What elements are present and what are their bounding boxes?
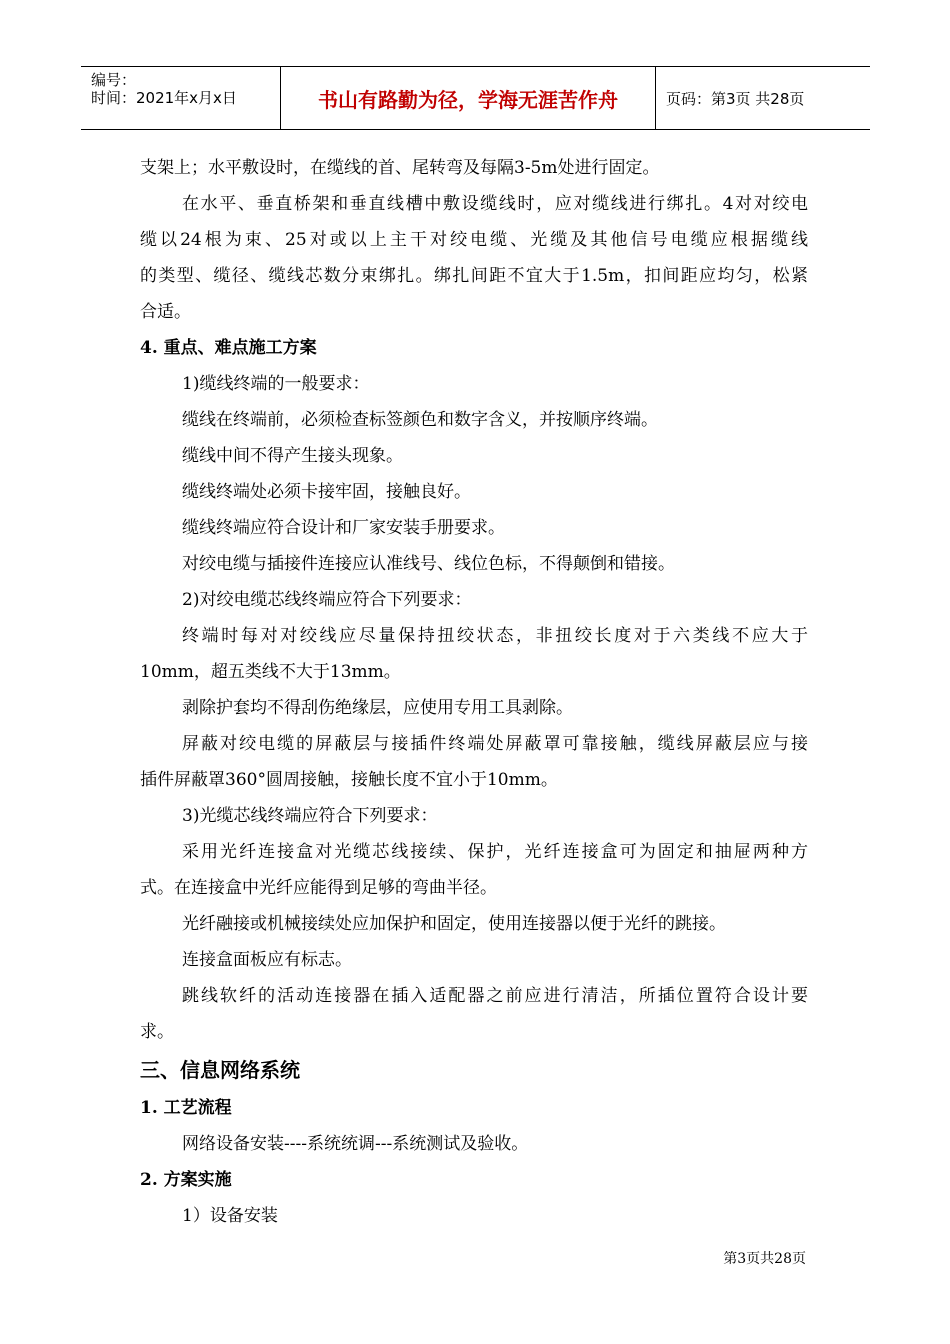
paragraph-line: 终端时每对对绞线应尽量保持扭绞状态，非扭绞长度对于六类线不应大于	[182, 626, 808, 646]
paragraph-line: 缆线终端应符合设计和厂家安装手册要求。	[182, 518, 505, 538]
paragraph-line: 3)光缆芯线终端应符合下列要求：	[182, 806, 438, 826]
header-meta	[81, 67, 281, 129]
document-body	[140, 150, 808, 1234]
chapter-heading: 三、信息网络系统	[140, 1058, 300, 1082]
paragraph-line: 光纤融接或机械接续处应加保护和固定，使用连接器以便于光纤的跳接。	[182, 914, 726, 934]
paragraph-line: 连接盒面板应有标志。	[182, 950, 352, 970]
paragraph-line: 缆线中间不得产生接头现象。	[182, 446, 403, 466]
time-label: 时间：2021年x月x日	[91, 89, 237, 107]
paragraph-line: 在水平、垂直桥架和垂直线槽中敷设缆线时，应对缆线进行绑扎。4对对绞电	[182, 194, 808, 214]
paragraph-line: 合适。	[140, 302, 191, 322]
number-label: 编号：	[91, 71, 137, 89]
paragraph-line: 屏蔽对绞电缆的屏蔽层与接插件终端处屏蔽罩可靠接触，缆线屏蔽层应与接	[182, 734, 808, 754]
header-motto: 书山有路勤为径，学海无涯苦作舟	[281, 67, 656, 129]
paragraph-line: 10mm，超五类线不大于13mm。	[140, 662, 401, 682]
section-heading: 1. 工艺流程	[140, 1098, 232, 1118]
paragraph-line: 2)对绞电缆芯线终端应符合下列要求：	[182, 590, 472, 610]
header-page-info: 页码：第3页 共28页	[666, 89, 805, 108]
paragraph-line: 1)缆线终端的一般要求：	[182, 374, 370, 394]
paragraph-line: 的类型、缆径、缆线芯数分束绑扎。绑扎间距不宜大于1.5m，扣间距应均匀，松紧	[140, 266, 808, 286]
paragraph-line: 1）设备安装	[182, 1206, 278, 1226]
page-header	[81, 66, 870, 130]
paragraph-line: 采用光纤连接盒对光缆芯线接续、保护，光纤连接盒可为固定和抽屉两种方	[182, 842, 808, 862]
paragraph-line: 插件屏蔽罩360°圆周接触，接触长度不宜小于10mm。	[140, 770, 558, 790]
page-footer: 第3页共28页	[723, 1251, 806, 1267]
paragraph-line: 对绞电缆与插接件连接应认准线号、线位色标，不得颠倒和错接。	[182, 554, 675, 574]
paragraph-line: 网络设备安装----系统统调---系统测试及验收。	[182, 1134, 529, 1154]
section-heading: 2. 方案实施	[140, 1170, 232, 1190]
paragraph-line: 求。	[140, 1022, 174, 1042]
paragraph-line: 支架上；水平敷设时，在缆线的首、尾转弯及每隔3-5m处进行固定。	[140, 158, 660, 178]
section-heading: 4. 重点、难点施工方案	[140, 338, 317, 358]
paragraph-line: 跳线软纤的活动连接器在插入适配器之前应进行清洁，所插位置符合设计要	[182, 986, 808, 1006]
paragraph-line: 缆线终端处必须卡接牢固，接触良好。	[182, 482, 471, 502]
paragraph-line: 剥除护套均不得刮伤绝缘层，应使用专用工具剥除。	[182, 698, 573, 718]
paragraph-line: 缆以24根为束、25对或以上主干对绞电缆、光缆及其他信号电缆应根据缆线	[140, 230, 808, 250]
paragraph-line: 缆线在终端前，必须检查标签颜色和数字含义，并按顺序终端。	[182, 410, 658, 430]
paragraph-line: 式。在连接盒中光纤应能得到足够的弯曲半径。	[140, 878, 497, 898]
